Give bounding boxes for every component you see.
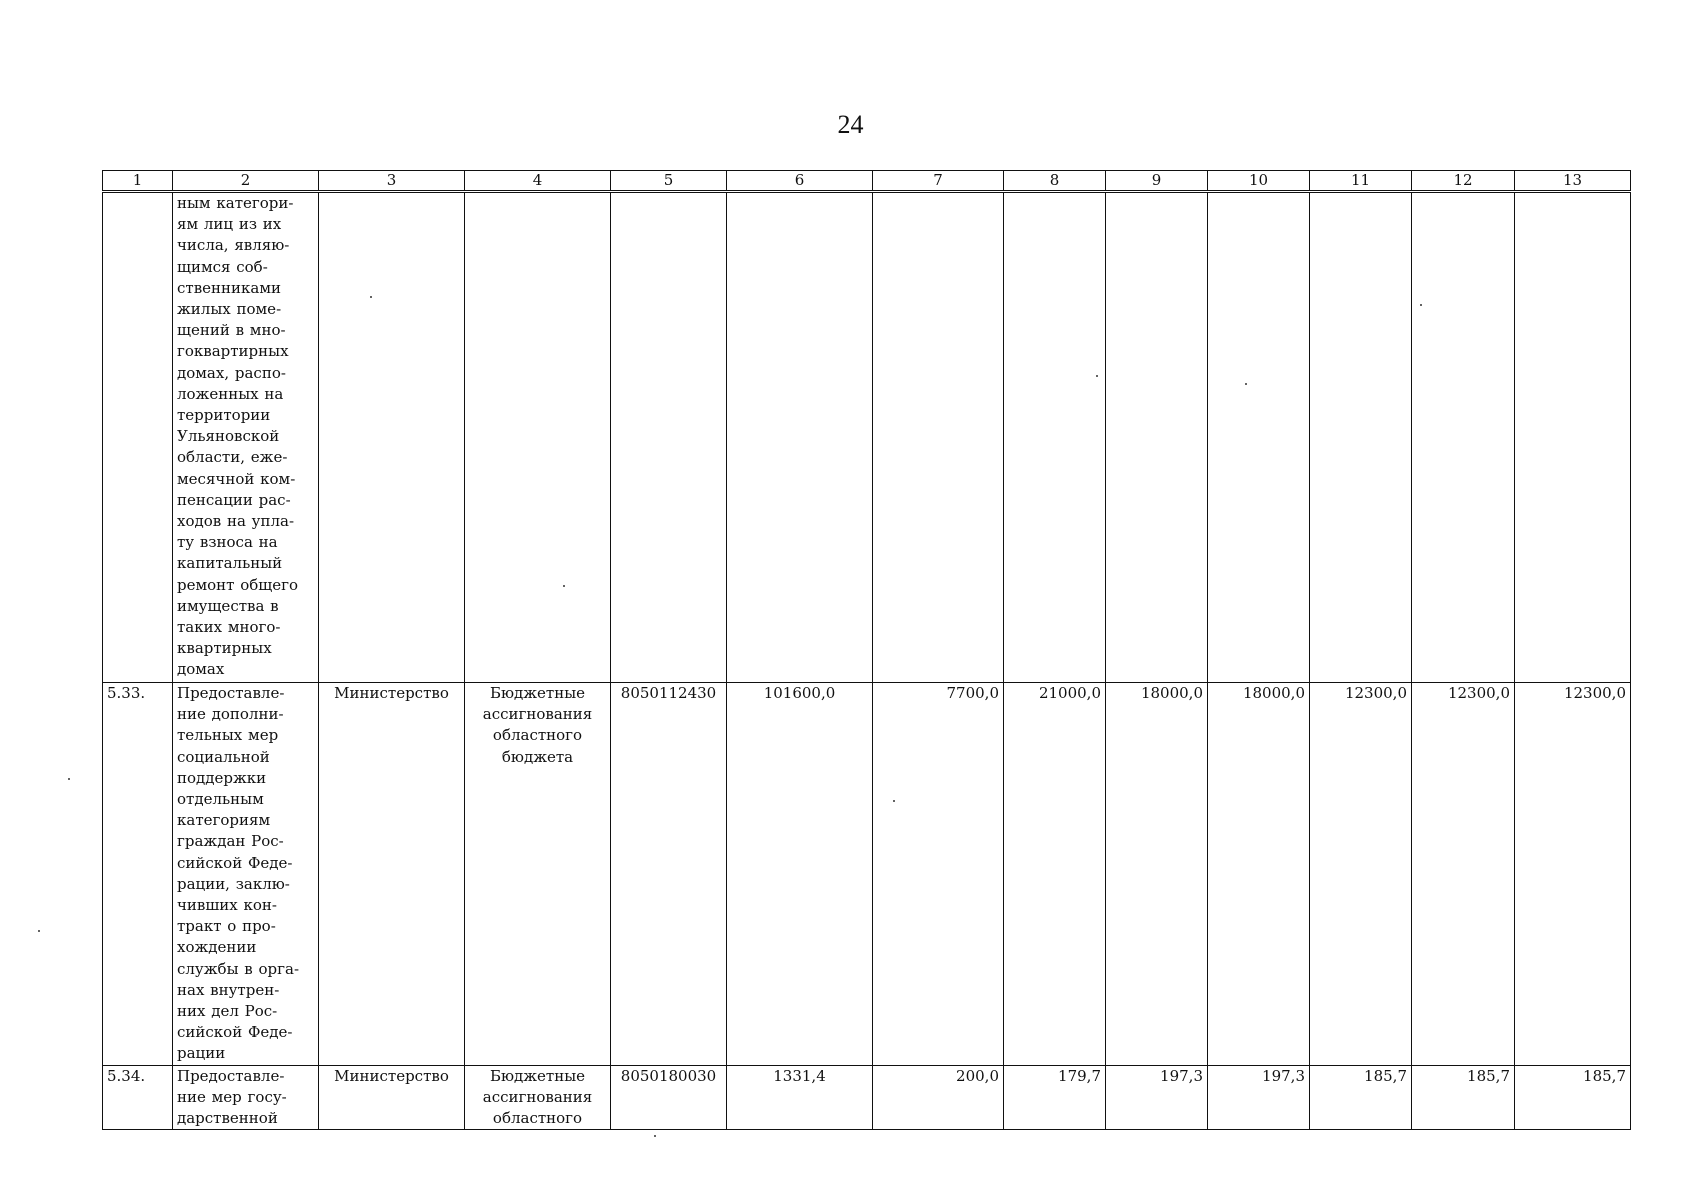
scan-speck: [68, 778, 70, 780]
amount-col-13: 12300,0: [1515, 683, 1631, 1066]
column-header: 9: [1106, 171, 1208, 192]
column-header: 5: [611, 171, 727, 192]
scan-speck: [370, 296, 372, 298]
amount-col-13: [1515, 192, 1631, 683]
total-amount: 1331,4: [727, 1065, 873, 1130]
item-description: Предоставле- ние дополни- тельных мер социальной поддержки отдельным категориям граждан Рос- сийской Феде- рации, заклю- чивших кон- тракт о про- хождении службы в орга- нах внутрен- них дел Рос- сийской Феде- рации: [173, 683, 319, 1066]
column-header: 7: [873, 171, 1004, 192]
item-number: 5.33.: [103, 683, 173, 1066]
item-description: ным категори- ям лиц из их числа, являю- щимся соб- ственниками жилых поме- щений в мно- гоквартирных домах, распо- ложенных на территории Ульяновской области, еже- месячной ком- пенсации рас- ходов на упла- ту взноса на капитальный ремонт общего имущества в таких много- квартирных домах: [173, 192, 319, 683]
budget-code: [611, 192, 727, 683]
table-row: [103, 1065, 1631, 1130]
amount-col-11: 185,7: [1310, 1065, 1412, 1130]
amount-col-9: 197,3: [1106, 1065, 1208, 1130]
amount-col-11: [1310, 192, 1412, 683]
total-amount: [727, 192, 873, 683]
column-number-row: [103, 171, 1631, 192]
column-header: 2: [173, 171, 319, 192]
page-number: 24: [837, 110, 864, 139]
amount-col-9: 18000,0: [1106, 683, 1208, 1066]
scan-speck: [563, 585, 565, 587]
item-number: 5.34.: [103, 1065, 173, 1130]
column-header: 6: [727, 171, 873, 192]
amount-col-12: 185,7: [1412, 1065, 1515, 1130]
table-row: [103, 192, 1631, 683]
scan-speck: [654, 1135, 656, 1137]
scan-speck: [893, 800, 895, 802]
table-row: [103, 683, 1631, 1066]
amount-col-8: [1004, 192, 1106, 683]
amount-col-10: [1208, 192, 1310, 683]
scan-speck: [38, 930, 40, 932]
column-header: 11: [1310, 171, 1412, 192]
budget-code: 8050180030: [611, 1065, 727, 1130]
amount-col-7: [873, 192, 1004, 683]
amount-col-10: 18000,0: [1208, 683, 1310, 1066]
amount-col-12: 12300,0: [1412, 683, 1515, 1066]
column-header: 4: [465, 171, 611, 192]
column-header: 1: [103, 171, 173, 192]
scan-speck: [1096, 375, 1098, 377]
amount-col-10: 197,3: [1208, 1065, 1310, 1130]
item-number: [103, 192, 173, 683]
amount-col-11: 12300,0: [1310, 683, 1412, 1066]
amount-col-9: [1106, 192, 1208, 683]
scan-speck: [1245, 383, 1247, 385]
column-header: 13: [1515, 171, 1631, 192]
total-amount: 101600,0: [727, 683, 873, 1066]
column-header: 10: [1208, 171, 1310, 192]
budget-code: 8050112430: [611, 683, 727, 1066]
amount-col-13: 185,7: [1515, 1065, 1631, 1130]
scan-speck: [1420, 304, 1422, 306]
budget-table: [102, 170, 1631, 1130]
amount-col-12: [1412, 192, 1515, 683]
column-header: 3: [319, 171, 465, 192]
funding-source: Бюджетные ассигнования областного бюджета: [465, 683, 611, 1066]
executor: [319, 192, 465, 683]
column-header: 12: [1412, 171, 1515, 192]
item-description: Предоставле- ние мер госу- дарственной: [173, 1065, 319, 1130]
amount-col-7: 200,0: [873, 1065, 1004, 1130]
funding-source: Бюджетные ассигнования областного: [465, 1065, 611, 1130]
amount-col-7: 7700,0: [873, 683, 1004, 1066]
amount-col-8: 21000,0: [1004, 683, 1106, 1066]
column-header: 8: [1004, 171, 1106, 192]
executor: Министерство: [319, 683, 465, 1066]
executor: Министерство: [319, 1065, 465, 1130]
funding-source: [465, 192, 611, 683]
amount-col-8: 179,7: [1004, 1065, 1106, 1130]
